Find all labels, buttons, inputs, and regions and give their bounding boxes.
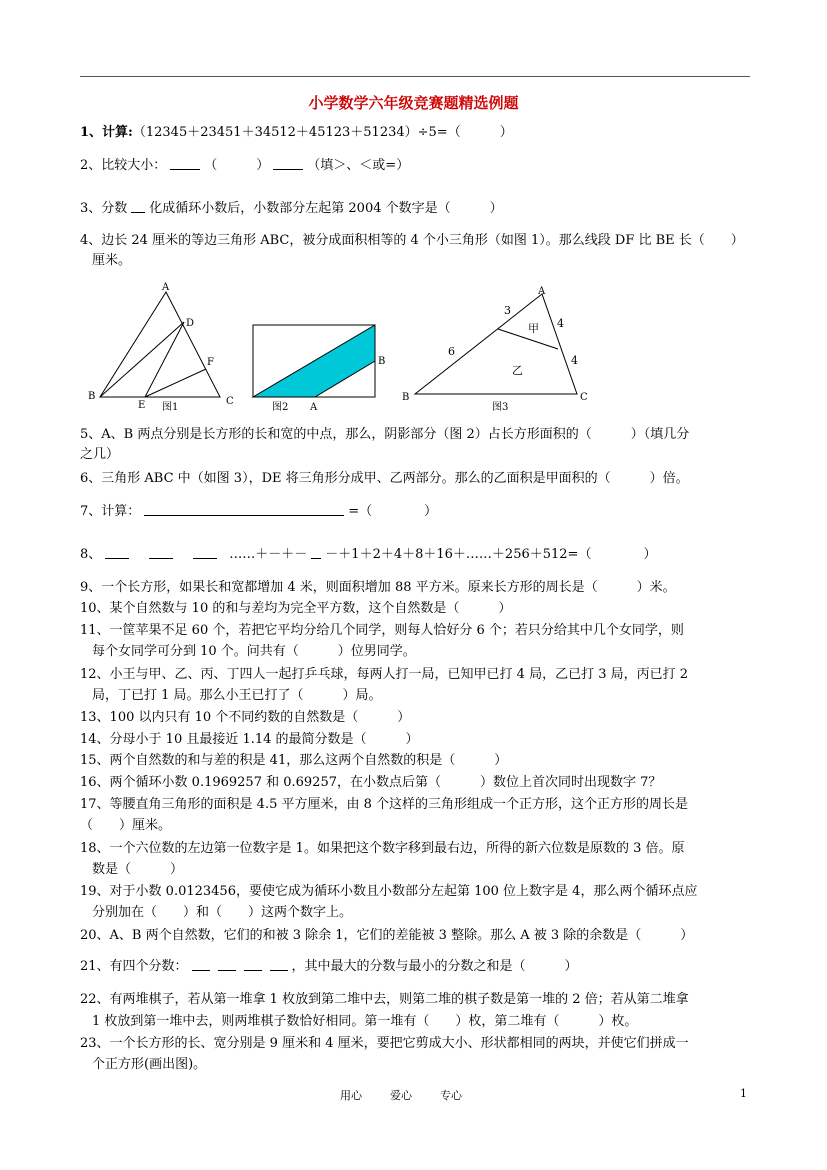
question-13: 13、100 以内只有 10 个不同约数的自然数是（ ）: [80, 710, 411, 725]
question-16: 16、两个循环小数 0.1969257 和 0.69257，在小数点后第（ ）数位上首次同时出现数字 7？: [80, 775, 662, 790]
question-1: [80, 124, 513, 142]
question-11-line-1: 11、一筐苹果不足 60 个，若把它平均分给几个同学，则每人恰好分 6 个；若只分给其中几个女同学，则: [80, 623, 684, 638]
fig3-label-c: C: [580, 392, 588, 403]
question-3-text: 3、分数: [80, 201, 128, 216]
fraction-bar: [131, 204, 145, 213]
question-22-line-1: 22、有两堆棋子，若从第一堆拿 1 枚放到第二堆中去，则第二堆的棋子数是第一堆的 2 倍；若从第二堆拿: [80, 992, 689, 1007]
figure-3: [415, 294, 577, 394]
fig2-caption: 图2: [272, 402, 289, 413]
figure-1: [100, 292, 220, 397]
footer-text-2: 爱心: [390, 1089, 412, 1102]
question-19-line-1: 19、对于小数 0.0123456，要使它成为循环小数且小数部分左起第 100 位上数字是 4，那么两个循环点应: [80, 884, 698, 899]
question-12-line-2: 局，丁已打 1 局。那么小王已打了（ ）局。: [92, 688, 382, 703]
fig3-length-4-bottom: 4: [571, 354, 578, 367]
fig1-label-c: C: [226, 396, 234, 407]
question-17-line-1: 17、等腰直角三角形的面积是 4.5 平方厘米，由 8 个这样的三角形组成一个正方形，这个正方形的周长是: [80, 797, 689, 812]
question-5-line-1: 5、A、B 两点分别是长方形的长和宽的中点，那么，阴影部分（图 2）占长方形面积的（ ）（填几分: [80, 427, 690, 442]
question-8-text: ……＋－＋－: [229, 547, 308, 562]
question-23-line-1: 23、一个长方形的长、宽分别是 9 厘米和 4 厘米，要把它剪成大小、形状都相同的两块，并使它们拼成一: [80, 1036, 689, 1051]
fig1-label-f: F: [207, 357, 214, 368]
fraction-bar: [144, 507, 344, 516]
header-rule: [80, 76, 750, 77]
question-21-text-2: ，其中最大的分数与最小的分数之和是（ ）: [291, 959, 578, 974]
question-23-line-2: 个正方形(画出图)。: [92, 1057, 207, 1072]
footer: [340, 1087, 490, 1103]
fraction-bar: [218, 962, 236, 971]
fraction-bar: [193, 550, 217, 559]
question-21-text: 21、有四个分数：: [80, 959, 188, 974]
question-9: 9、一个长方形，如果长和宽都增加 4 米，则面积增加 88 平方米。原来长方形的周长是（ ）米。: [80, 580, 676, 595]
question-14: 14、分母小于 10 且最接近 1.14 的最简分数是（ ）: [80, 732, 419, 747]
question-12-line-1: 12、小王与甲、乙、丙、丁四人一起打乒乓球，每两人打一局，已知甲已打 4 局，乙已打 3 局，丙已打 2: [80, 667, 689, 682]
footer-text-1: 用心: [340, 1089, 362, 1102]
fig3-length-4-top: 4: [557, 317, 564, 330]
question-18-line-1: 18、一个六位数的左边第一位数字是 1。如果把这个数字移到最右边，所得的新六位数是原数的 3 倍。原: [80, 841, 685, 856]
fig3-caption: 图3: [492, 402, 509, 413]
fraction-bar: [273, 161, 303, 170]
fig3-region-yi: 乙: [512, 364, 523, 377]
fraction-bar: [170, 161, 200, 170]
question-18-line-2: 数是（ ）: [92, 862, 184, 877]
question-10: 10、某个自然数与 10 的和与差均为完全平方数，这个自然数是（ ）: [80, 601, 512, 616]
fig1-label-d: D: [186, 318, 195, 329]
question-4-line-1: 4、边长 24 厘米的等边三角形 ABC，被分成面积相等的 4 个小三角形（如图 1）。那么线段 DF 比 BE 长（ ）: [80, 233, 744, 248]
question-8-text-2: －＋1＋2＋4＋8＋16＋……＋256＋512=（ ）: [325, 547, 657, 562]
question-11-line-2: 每个女同学可分到 10 个。问共有（ ）位男同学。: [92, 644, 416, 659]
fraction-bar: [244, 962, 262, 971]
question-15: 15、两个自然数的和与差的积是 41，那么这两个自然数的积是（ ）: [80, 753, 508, 768]
question-2-hint: （填＞、＜或=）: [307, 158, 410, 173]
question-3-text-2: 化成循环小数后，小数部分左起第 2004 个数字是（ ）: [149, 201, 503, 216]
question-22-line-2: 1 枚放到第一堆中去，则两堆棋子数恰好相同。第一堆有（ ）枚，第二堆有（ ）枚。: [92, 1014, 638, 1029]
fig3-label-a: A: [538, 286, 546, 297]
question-2: [80, 157, 409, 175]
figures: [80, 282, 760, 417]
question-7-text: 7、计算：: [80, 504, 141, 519]
fig3-label-b: B: [402, 392, 410, 403]
question-1-text: （12345＋23451＋34512＋45123＋51234）÷5=（ ）: [132, 125, 513, 140]
question-21: [80, 958, 578, 976]
question-19-line-2: 分别加在（ ）和（ ）这两个数字上。: [92, 905, 353, 920]
question-1-label: 1、计算:: [80, 125, 133, 140]
page-number: 1: [740, 1087, 747, 1100]
question-2-blank: （ ）: [204, 158, 270, 173]
fig1-caption: 图1: [162, 402, 179, 413]
question-8-label: 8、: [80, 547, 102, 562]
fraction-bar: [311, 550, 321, 559]
fraction-bar: [270, 962, 288, 971]
fraction-bar: [105, 550, 129, 559]
question-5-line-2: 之几）: [80, 447, 120, 462]
page-title: 小学数学六年级竞赛题精选例题: [308, 94, 519, 112]
fig3-length-6: 6: [448, 345, 455, 358]
fraction-bar: [192, 962, 210, 971]
fig1-label-e: E: [138, 400, 146, 411]
fig2-label-b: B: [378, 356, 386, 367]
question-7: [80, 503, 437, 521]
question-8: [80, 546, 656, 564]
figure-2: [253, 325, 375, 397]
fig2-label-a: A: [310, 402, 318, 413]
question-17-line-2: （ ）厘米。: [80, 818, 172, 833]
fig3-length-3: 3: [504, 304, 511, 317]
question-7-blank: =（ ）: [348, 504, 438, 519]
footer-text-3: 专心: [440, 1089, 462, 1102]
fraction-bar: [149, 550, 173, 559]
fig1-label-b: B: [88, 391, 96, 402]
fig1-label-a: A: [162, 282, 170, 293]
question-20: 20、A、B 两个自然数，它们的和被 3 除余 1，它们的差能被 3 整除。那么 A 被 3 除的余数是（ ）: [80, 928, 694, 943]
question-4-line-2: 厘米。: [92, 253, 132, 268]
question-3: [80, 200, 503, 218]
question-2-text: 2、比较大小：: [80, 158, 167, 173]
question-6: 6、三角形 ABC 中（如图 3），DE 将三角形分成甲、乙两部分。那么的乙面积是甲面积的（ ）倍。: [80, 471, 689, 486]
fig3-region-jia: 甲: [528, 322, 539, 335]
